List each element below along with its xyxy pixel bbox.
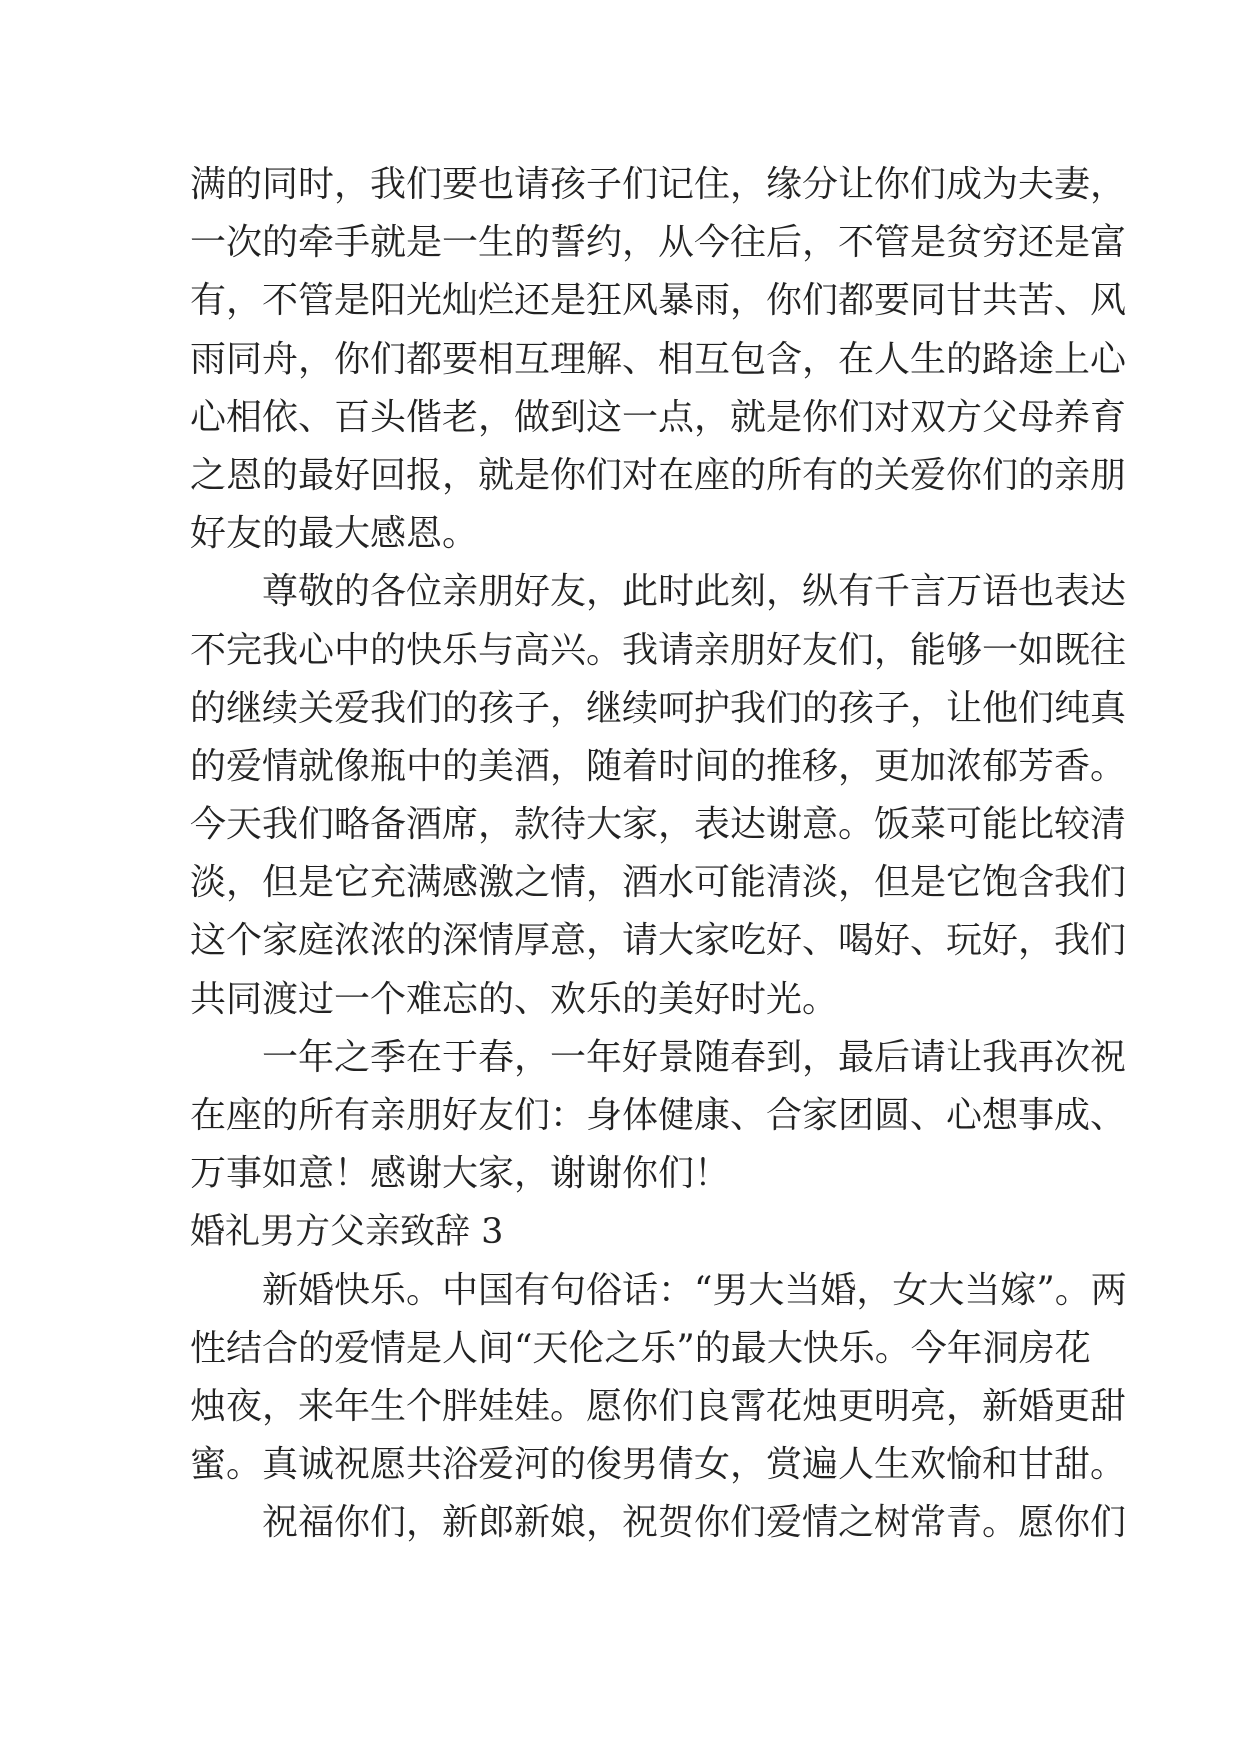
body-line: 雨同舟，你们都要相互理解、相互包含，在人生的路途上心 xyxy=(190,338,1127,380)
body-line: 之恩的最好回报，就是你们对在座的所有的关爱你们的亲朋 xyxy=(190,454,1127,496)
body-line: 心相依、百头偕老，做到这一点，就是你们对双方父母养育 xyxy=(190,396,1127,438)
body-line: 今天我们略备酒席，款待大家，表达谢意。饭菜可能比较清 xyxy=(190,804,1127,846)
body-line: 共同渡过一个难忘的、欢乐的美好时光。 xyxy=(190,978,839,1020)
body-line: 在座的所有亲朋好友们：身体健康、合家团圆、心想事成、 xyxy=(190,1095,1127,1136)
body-line: 这个家庭浓浓的深情厚意，请大家吃好、喝好、玩好，我们 xyxy=(190,920,1127,962)
body-line: 性结合的爱情是人间“天伦之乐”的最大快乐。今年洞房花 xyxy=(190,1327,1091,1369)
body-line: 不完我心中的快乐与高兴。我请亲朋好友们，能够一如既往 xyxy=(190,629,1127,671)
body-line: 万事如意！感谢大家，谢谢你们！ xyxy=(190,1153,731,1195)
document-body xyxy=(190,156,1127,1553)
body-line: 新婚快乐。中国有句俗话：“男大当婚，女大当嫁”。两 xyxy=(190,1269,1127,1311)
body-line: 蜜。真诚祝愿共浴爱河的俊男倩女，赏遍人生欢愉和甘甜。 xyxy=(190,1444,1127,1486)
body-line: 一次的牵手就是一生的誓约，从今往后，不管是贫穷还是富 xyxy=(190,222,1127,264)
body-line: 尊敬的各位亲朋好友，此时此刻，纵有千言万语也表达 xyxy=(190,571,1127,613)
body-line: 烛夜，来年生个胖娃娃。愿你们良霄花烛更明亮，新婚更甜 xyxy=(190,1385,1127,1427)
section-heading: 婚礼男方父亲致辞 3 xyxy=(190,1212,504,1253)
body-line: 的继续关爱我们的孩子，继续呵护我们的孩子，让他们纯真 xyxy=(190,687,1127,729)
body-line: 满的同时，我们要也请孩子们记住，缘分让你们成为夫妻， xyxy=(190,164,1127,205)
body-line: 淡，但是它充满感激之情，酒水可能清淡，但是它饱含我们 xyxy=(190,862,1127,904)
body-line: 的爱情就像瓶中的美酒，随着时间的推移，更加浓郁芳香。 xyxy=(190,745,1127,787)
body-line: 祝福你们，新郎新娘，祝贺你们爱情之树常青。愿你们 xyxy=(190,1502,1127,1544)
body-line: 有，不管是阳光灿烂还是狂风暴雨，你们都要同甘共苦、风 xyxy=(190,280,1127,322)
body-line: 好友的最大感恩。 xyxy=(190,513,479,555)
body-line: 一年之季在于春，一年好景随春到，最后请让我再次祝 xyxy=(190,1036,1127,1078)
